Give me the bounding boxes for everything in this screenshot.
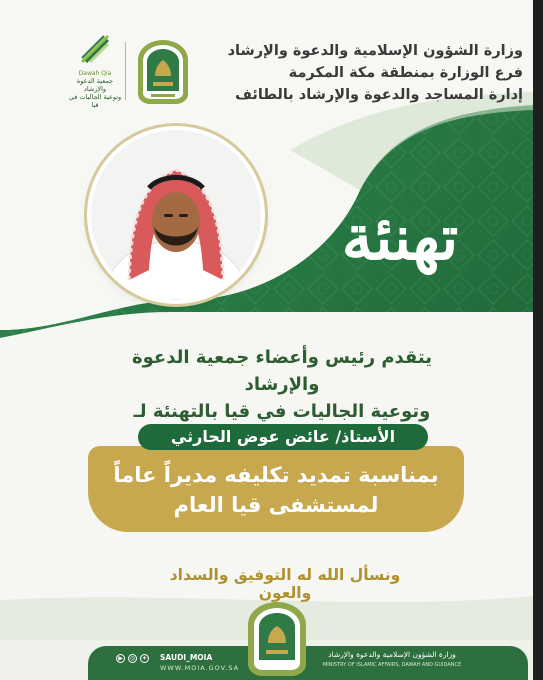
message-line-1: يتقدم رئيس وأعضاء جمعية الدعوة والإرشاد — [132, 347, 432, 395]
association-name-line-2: وتوعية الجاليات في قيا — [68, 93, 122, 109]
ministry-header — [213, 40, 523, 106]
youtube-icon[interactable]: ▶ — [116, 654, 125, 663]
header-line-2: فرع الوزارة بمنطقة مكة المكرمة — [288, 65, 523, 81]
prayer-text: ونسأل الله له التوفيق والسداد والعون — [169, 566, 401, 602]
footer-ministry-en: MINISTRY OF ISLAMIC AFFAIRS, DAWAH AND GUIDANCE — [322, 662, 462, 668]
occasion-line-2: لمستشفى قيا العام — [173, 493, 379, 517]
header-line-3: إدارة المساجد والدعوة والإرشاد بالطائف — [235, 87, 523, 103]
footer-band — [88, 646, 528, 680]
footer-ministry-ar: وزارة الشؤون الإسلامية والدعوة والإرشاد — [328, 650, 456, 659]
message-line-2: وتوعية الجاليات في قيا بالتهنئة لـ — [133, 401, 431, 422]
right-edge-strip — [533, 0, 543, 680]
association-name-line-1: جمعية الدعوة والإرشاد — [76, 77, 114, 93]
twitter-icon[interactable]: ✦ — [141, 655, 148, 662]
ministry-emblem-icon — [136, 38, 190, 106]
portrait-illustration — [91, 130, 261, 300]
footer-handle[interactable]: SAUDI_MOIA — [160, 653, 213, 662]
instagram-icon[interactable]: ◎ — [129, 655, 136, 662]
occasion-box — [88, 446, 464, 532]
congratulations-title: تهنئة — [341, 201, 459, 274]
association-brand: Dawah Qia — [78, 70, 112, 77]
occasion-line-1: بمناسبة تمديد تكليفه مديراً عاماً — [113, 463, 439, 487]
footer-website[interactable]: WWW.MOIA.GOV.SA — [160, 664, 240, 672]
honoree-portrait — [91, 130, 261, 300]
footer-emblem-icon — [246, 600, 308, 678]
congratulation-message — [112, 344, 452, 425]
header-line-1: وزارة الشؤون الإسلامية والدعوة والإرشاد — [227, 43, 523, 59]
association-logo — [68, 32, 122, 112]
association-mark-icon — [78, 32, 112, 66]
logo-divider — [125, 42, 126, 100]
social-icons — [116, 654, 149, 663]
honoree-name: الأستاذ/ عائض عوض الحارثي — [138, 424, 428, 450]
